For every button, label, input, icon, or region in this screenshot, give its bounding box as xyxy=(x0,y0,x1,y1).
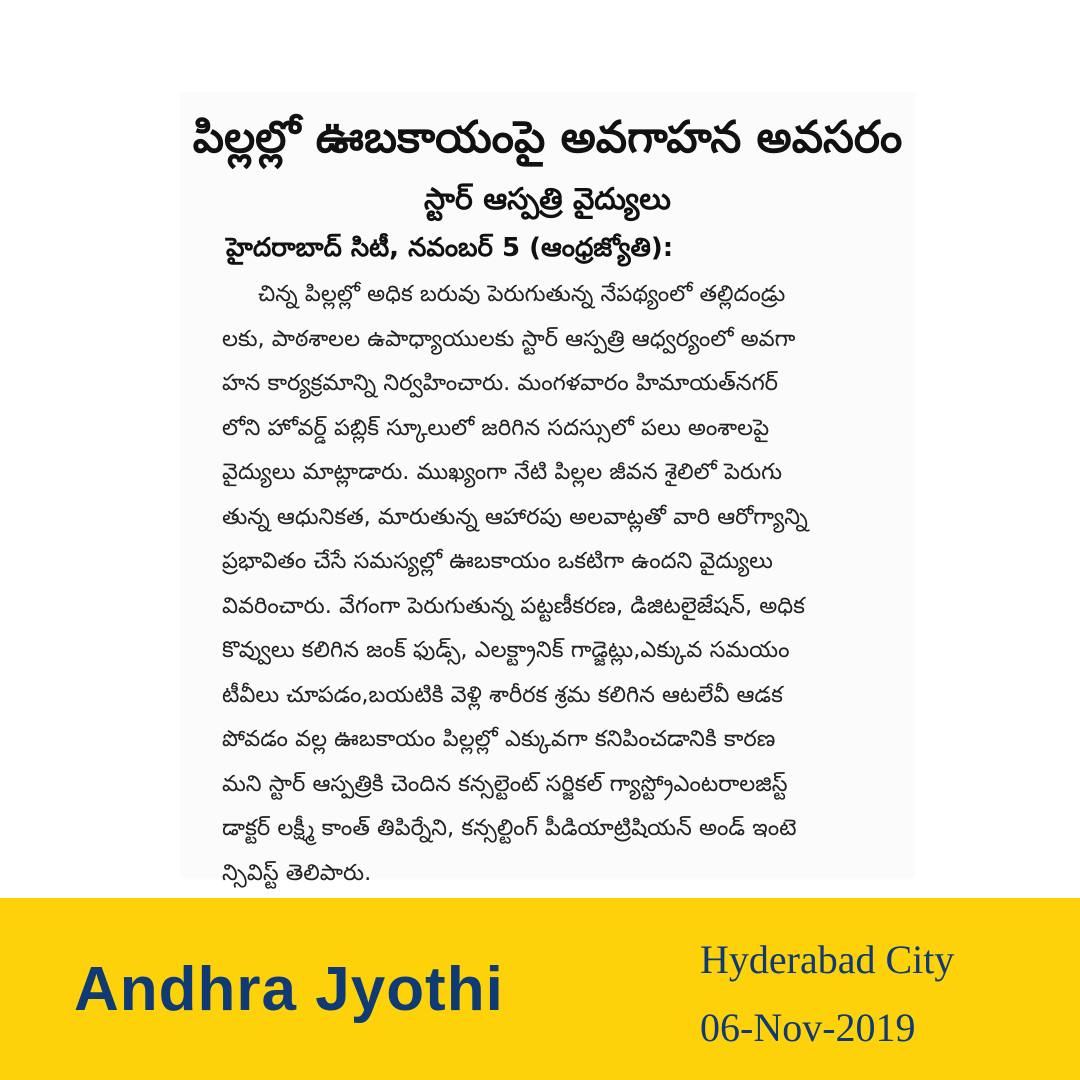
article-line: టీవీలు చూపడం,బయటికి వెళ్లి శారీరక శ్రమ కలిగిన ఆటలేవీ ఆడక xyxy=(222,681,783,708)
article-line: డాక్టర్ లక్ష్మీ కాంత్ తిపిర్నేని, కన్సల్టింగ్ పీడియాట్రిషియన్ అండ్ ఇంటె xyxy=(222,815,797,841)
article-line: వివరించారు. వేగంగా పెరుగుతున్న పట్టణీకరణ, డిజిటలైజేషన్, అధిక xyxy=(222,592,805,619)
article-line: తున్న ఆధునికత, మారుతున్న ఆహారపు అలవాట్లతో వారి ఆరోగ్యాన్ని xyxy=(222,503,808,530)
publication-date: 06-Nov-2019 xyxy=(700,1005,916,1050)
article-line: వైద్యులు మాట్లాడారు. ముఖ్యంగా నేటి పిల్లల జీవన శైలిలో పెరుగు xyxy=(222,459,783,485)
edition-label: Hyderabad City xyxy=(700,937,955,982)
article-line: చిన్న పిల్లల్లో అధిక బరువు పెరుగుతున్న నేపథ్యంలో తల్లిదండ్రు xyxy=(258,281,786,307)
article-line: ప్రభావితం చేసే సమస్యల్లో ఊబకాయం ఒకటిగా ఉందని వైద్యులు xyxy=(222,548,773,574)
article-headline: పిల్లల్లో ఊబకాయంపై అవగాహన అవసరం xyxy=(192,112,903,163)
article-line: లకు, పాఠశాలల ఉపాధ్యాయులకు స్టార్ ఆస్పత్రి ఆధ్వర్యంలో అవగా xyxy=(222,325,796,352)
article-dateline: హైదరాబాద్ సిటీ, నవంబర్ 5 (ఆంధ్రజ్యోతి): xyxy=(226,233,674,263)
article-subheadline: స్టార్ ఆస్పత్రి వైద్యులు xyxy=(424,182,671,217)
publication-name: Andhra Jyothi xyxy=(74,955,504,1024)
article-line: కొవ్వులు కలిగిన జంక్ ఫుడ్స్, ఎలక్ట్రానిక్ గాడ్జెట్లు,ఎక్కువ సమయం xyxy=(222,637,790,663)
article-line: న్సివిస్ట్ తెలిపారు. xyxy=(222,859,372,886)
article-line: హన కార్యక్రమాన్ని నిర్వహించారు. మంగళవారం హిమాయత్‌నగర్ xyxy=(222,370,779,396)
article-line: లోని హోవర్డ్ పబ్లిక్ స్కూలులో జరిగిన సదస్సులో పలు అంశాలపై xyxy=(222,414,770,441)
article-line: పోవడం వల్ల ఊబకాయం పిల్లల్లో ఎక్కువగా కనిపించడానికి కారణ xyxy=(222,726,776,752)
article-body xyxy=(222,272,912,895)
article-line: మని స్టార్ ఆస్పత్రికి చెందిన కన్సల్టెంట్ సర్జికల్ గ్యాస్ట్రోఎంటరాలజిస్ట్ xyxy=(222,770,788,797)
